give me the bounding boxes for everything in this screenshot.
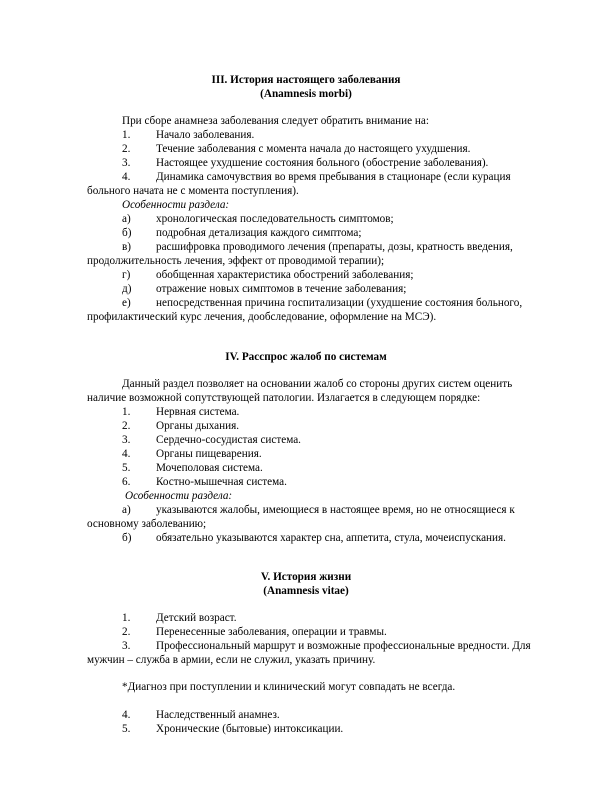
feature-continuation: основному заболеванию; (87, 518, 207, 530)
feature-text: указываются жалобы, имеющиеся в настоящее время, но не относящиеся к (156, 504, 515, 516)
feature-letter: а) (122, 504, 131, 516)
list-item-text: Сердечно-сосудистая система. (156, 434, 301, 446)
section-4-intro-line: Данный раздел позволяет на основании жалоб со стороны других систем оценить (122, 378, 513, 390)
feature-letter: а) (122, 213, 131, 225)
feature-text: подробная детализация каждого симптома; (156, 227, 362, 239)
feature-continuation: продолжительность лечения, эффект от проводимой терапии); (87, 255, 385, 267)
list-item-number: 3. (122, 157, 131, 169)
list-item-text: Костно-мышечная система. (156, 476, 287, 488)
feature-letter: в) (122, 241, 132, 253)
feature-text: хронологическая последовательность симптомов; (156, 213, 394, 225)
list-item-continuation: больного начата не с момента поступления). (87, 185, 299, 197)
list-item-text: Перенесенные заболевания, операции и травмы. (156, 626, 387, 638)
section-3-title: III. История настоящего заболевания (211, 74, 401, 86)
section-4-title: IV. Расспрос жалоб по системам (225, 351, 387, 363)
footnote: *Диагноз при поступлении и клинический могут совпадать не всегда. (122, 681, 456, 693)
feature-letter: б) (122, 227, 132, 239)
feature-text: расшифровка проводимого лечения (препараты, дозы, кратность введения, (156, 241, 513, 253)
list-item-number: 5. (122, 462, 131, 474)
list-item-number: 4. (122, 171, 131, 183)
feature-continuation: профилактический курс лечения, дообследование, оформление на МСЭ). (87, 311, 437, 323)
section-3-intro: При сборе анамнеза заболевания следует обратить внимание на: (122, 115, 429, 127)
section-5-title: V. История жизни (260, 571, 352, 583)
list-item-number: 6. (122, 476, 131, 488)
list-item-number: 2. (122, 626, 131, 638)
list-item-text: Мочеполовая система. (156, 462, 263, 474)
list-item-number: 5. (122, 723, 131, 735)
list-item-text: Нервная система. (156, 406, 240, 418)
list-item-text: Органы пищеварения. (156, 448, 262, 460)
feature-letter: е) (122, 297, 131, 309)
feature-text: обязательно указываются характер сна, аппетита, стула, мочеиспускания. (156, 532, 506, 544)
list-item-text: Профессиональный маршрут и возможные профессиональные вредности. Для (156, 640, 531, 652)
feature-text: непосредственная причина госпитализации (ухудшение состояния больного, (156, 297, 523, 309)
list-item-number: 2. (122, 143, 131, 155)
list-item-number: 3. (122, 640, 131, 652)
features-label: Особенности раздела: (125, 490, 233, 502)
list-item-number: 2. (122, 420, 131, 432)
feature-letter: д) (122, 283, 132, 295)
list-item-number: 3. (122, 434, 131, 446)
feature-text: отражение новых симптомов в течение заболевания; (156, 283, 407, 295)
list-item-text: Детский возраст. (156, 612, 237, 624)
list-item-text: Хронические (бытовые) интоксикации. (156, 723, 344, 735)
list-item-text: Органы дыхания. (156, 420, 240, 432)
section-5-subtitle: (Anamnesis vitae) (263, 585, 349, 597)
list-item-number: 4. (122, 709, 131, 721)
feature-letter: б) (122, 532, 132, 544)
feature-text: обобщенная характеристика обострений заболевания; (156, 269, 414, 281)
list-item-text: Начало заболевания. (156, 129, 255, 141)
list-item-text: Течение заболевания с момента начала до настоящего ухудшения. (156, 143, 471, 155)
features-label: Особенности раздела: (122, 199, 230, 211)
list-item-continuation: мужчин – служба в армии, если не служил, указать причину. (87, 654, 376, 666)
list-item-number: 1. (122, 406, 131, 418)
list-item-text: Наследственный анамнез. (156, 709, 280, 721)
section-3-subtitle: (Anamnesis morbi) (260, 88, 352, 100)
section-4-intro-line: наличие возможной сопутствующей патологии. Излагается в следующем порядке: (87, 392, 481, 404)
list-item-number: 1. (122, 612, 131, 624)
list-item-number: 4. (122, 448, 131, 460)
list-item-text: Настоящее ухудшение состояния больного (обострение заболевания). (156, 157, 489, 169)
feature-letter: г) (122, 269, 131, 281)
list-item-text: Динамика самочувствия во время пребывания в стационаре (если курация (156, 171, 511, 183)
list-item-number: 1. (122, 129, 131, 141)
